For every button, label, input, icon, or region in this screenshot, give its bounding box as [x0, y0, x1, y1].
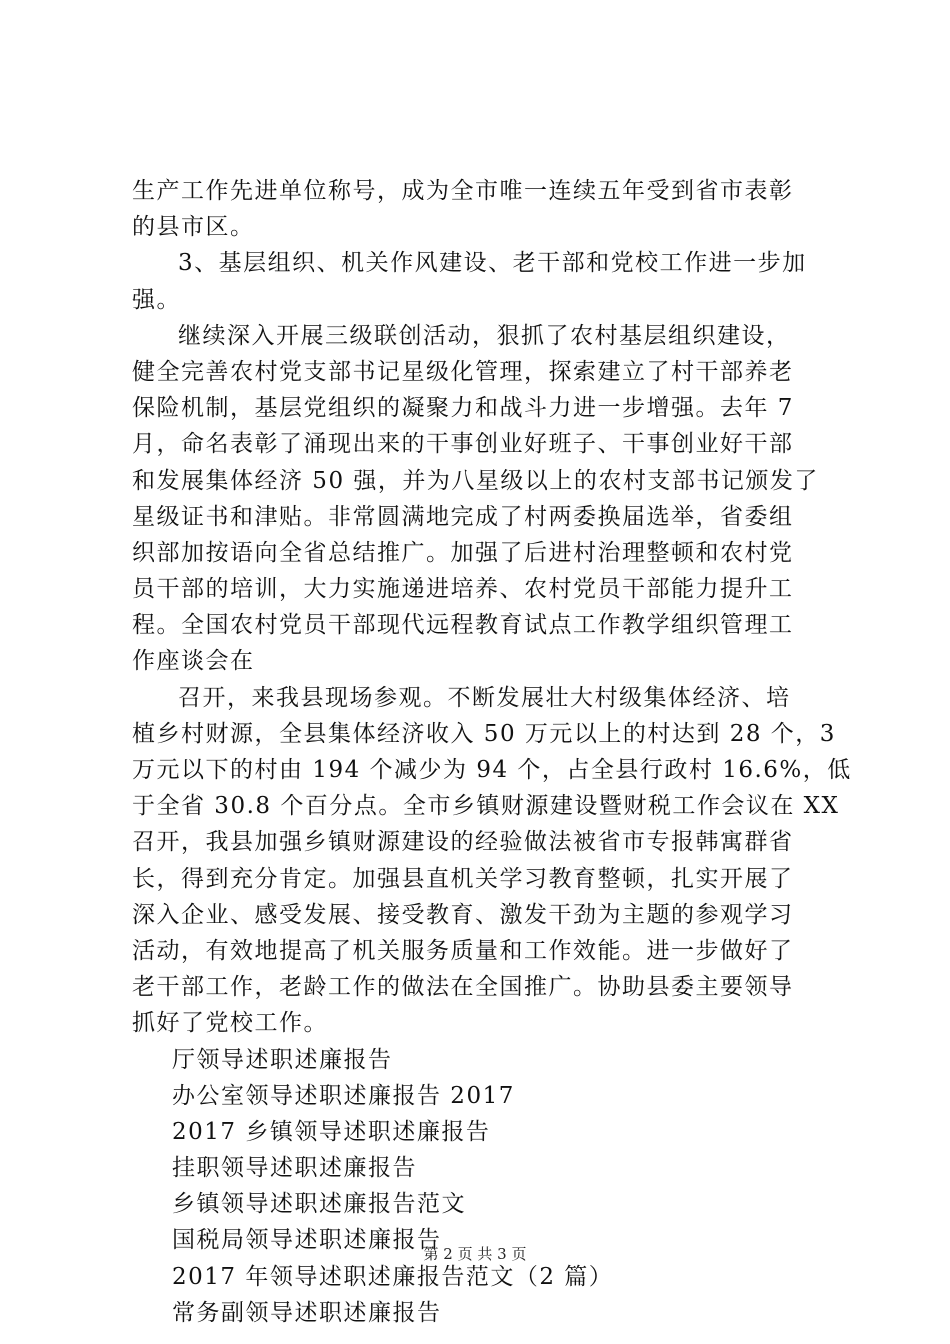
- text-line: 的县市区。: [132, 214, 255, 241]
- page-number-footer: 第 2 页 共 3 页: [423, 1245, 527, 1263]
- text-line: 员干部的培训，大力实施递进培养、农村党员干部能力提升工: [132, 576, 794, 603]
- text-line: 生产工作先进单位称号，成为全市唯一连续五年受到省市表彰: [132, 178, 794, 204]
- text-line: 深入企业、感受发展、接受教育、激发干劲为主题的参观学习: [132, 901, 794, 928]
- text-line: 于全省 30.8 个百分点。全市乡镇财源建设暨财税工作会议在 XX: [132, 793, 840, 820]
- related-link[interactable]: 厅领导述职述廉报告: [172, 1046, 393, 1073]
- related-link[interactable]: 办公室领导述职述廉报告 2017: [172, 1082, 515, 1109]
- text-line: 万元以下的村由 194 个减少为 94 个，占全县行政村 16.6%，低: [132, 757, 852, 783]
- text-line: 强。: [132, 286, 181, 313]
- text-line: 召开，来我县现场参观。不断发展壮大村级集体经济、培: [178, 684, 791, 711]
- text-line: 长，得到充分肯定。加强县直机关学习教育整顿，扎实开展了: [132, 865, 794, 892]
- text-line: 织部加按语向全省总结推广。加强了后进村治理整顿和农村党: [132, 539, 794, 566]
- text-line: 老干部工作，老龄工作的做法在全国推广。协助县委主要领导: [132, 974, 794, 1001]
- text-line: 抓好了党校工作。: [132, 1010, 328, 1037]
- text-line: 和发展集体经济 50 强，并为八星级以上的农村支部书记颁发了: [132, 467, 819, 494]
- related-link[interactable]: 常务副领导述职述廉报告: [172, 1299, 442, 1326]
- related-link[interactable]: 国税局领导述职述廉报告: [172, 1227, 442, 1254]
- section-heading: 3、基层组织、机关作风建设、老干部和党校工作进一步加: [178, 250, 807, 277]
- document-body: [132, 173, 852, 1331]
- text-line: 植乡村财源，全县集体经济收入 50 万元以上的村达到 28 个，3: [132, 720, 836, 747]
- text-line: 活动，有效地提高了机关服务质量和工作效能。进一步做好了: [132, 937, 794, 964]
- text-line: 星级证书和津贴。非常圆满地完成了村两委换届选举，省委组: [132, 503, 794, 530]
- text-line: 月，命名表彰了涌现出来的干事创业好班子、干事创业好干部: [132, 431, 794, 458]
- text-line: 程。全国农村党员干部现代远程教育试点工作教学组织管理工: [132, 612, 794, 639]
- text-line: 保险机制，基层党组织的凝聚力和战斗力进一步增强。去年 7: [132, 395, 794, 422]
- related-link[interactable]: 2017 年领导述职述廉报告范文（2 篇）: [172, 1263, 614, 1290]
- related-link[interactable]: 2017 乡镇领导述职述廉报告: [172, 1118, 491, 1145]
- related-link[interactable]: 乡镇领导述职述廉报告范文: [172, 1191, 466, 1218]
- text-line: 继续深入开展三级联创活动，狠抓了农村基层组织建设，: [178, 322, 791, 349]
- related-link[interactable]: 挂职领导述职述廉报告: [172, 1155, 417, 1182]
- text-line: 健全完善农村党支部书记星级化管理，探索建立了村干部养老: [132, 358, 794, 385]
- text-line: 作座谈会在: [132, 648, 255, 675]
- text-line: 召开，我县加强乡镇财源建设的经验做法被省市专报韩寓群省: [132, 829, 794, 856]
